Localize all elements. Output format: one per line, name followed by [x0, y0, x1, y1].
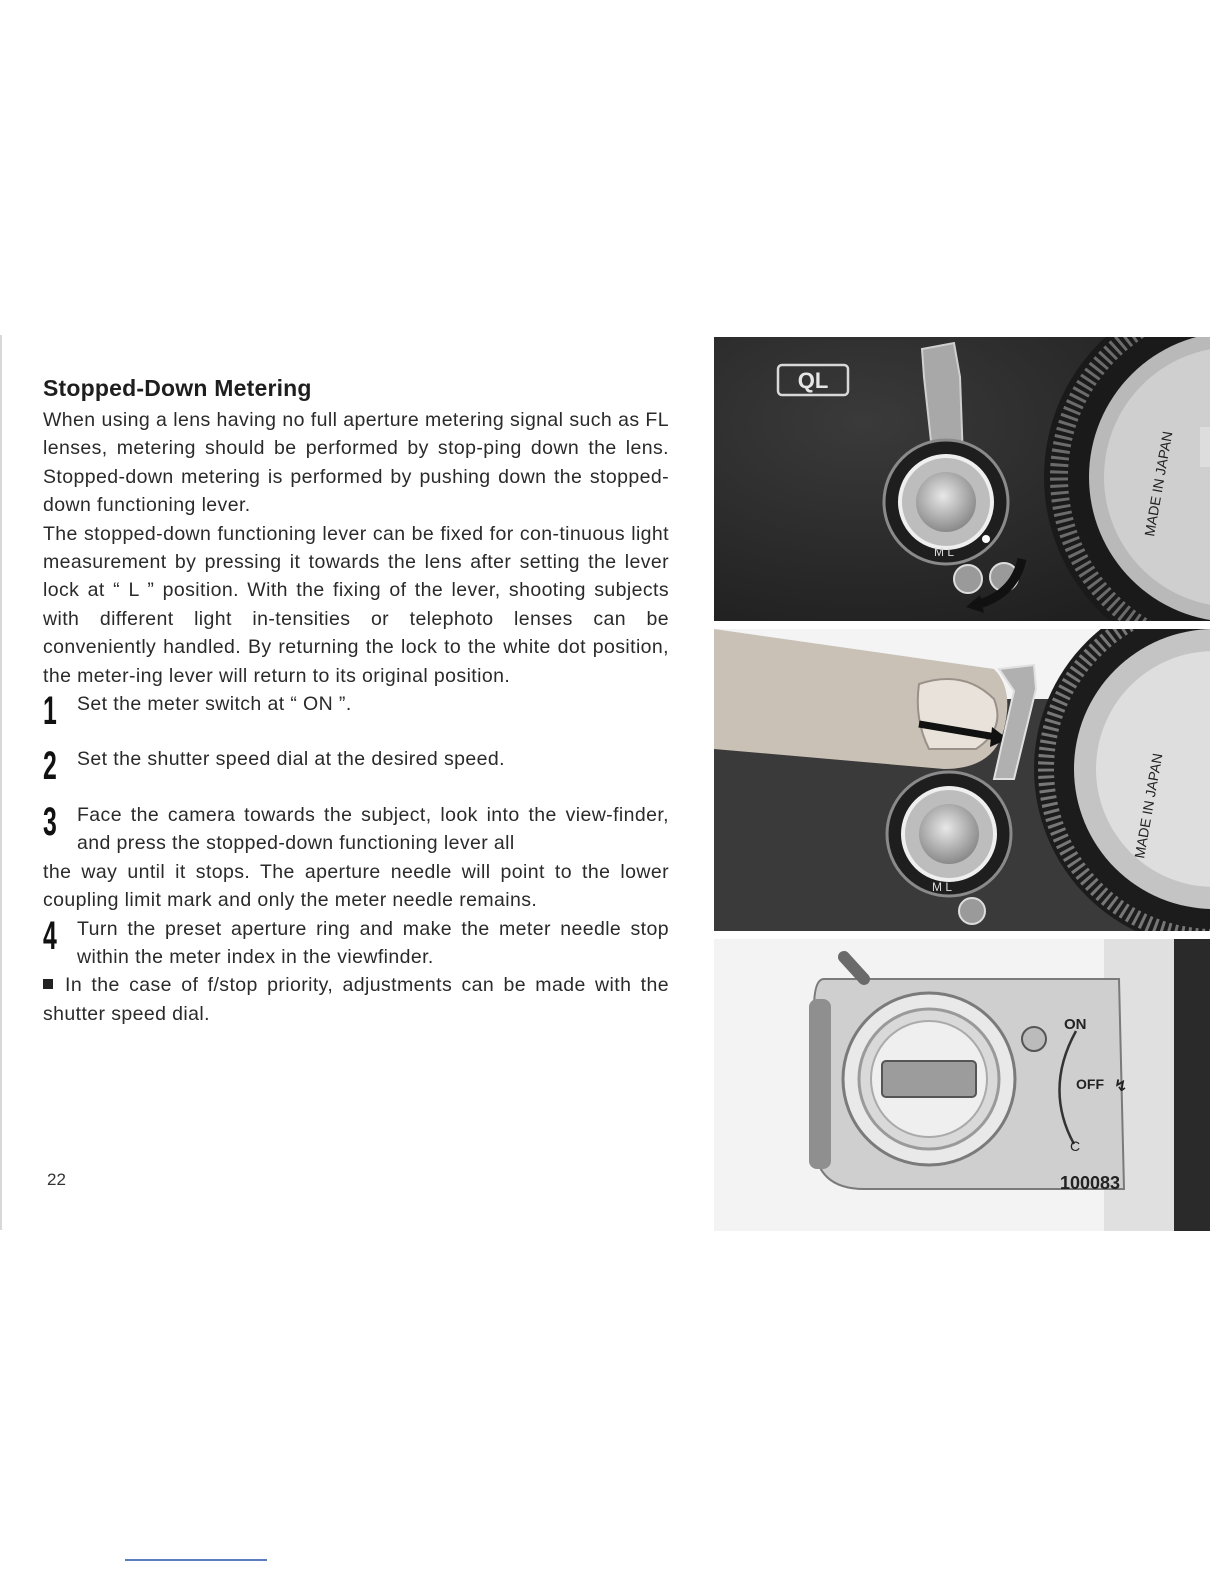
step-3: [43, 801, 669, 915]
page-number: 22: [47, 1170, 66, 1189]
square-bullet-icon: [43, 979, 53, 989]
intro-paragraph-2: The stopped-down functioning lever can be fixed for con-tinuous light measurement by pressing it towards the lens after setting the lever lock at “ L ” position. With the fixing of the lever, shooting subjects with different light in-tensities or telephoto lenses can be conveniently handled. By returning the lock to the white dot position, the meter-ing lever will return to its original position.: [43, 522, 669, 687]
lock-marks: M L: [932, 880, 953, 894]
intro-paragraph-1: When using a lens having no full aperture metering signal such as FL lenses, metering should be performed by stop-ping down the lens. Stopped-down metering is performed by pushing down the stopped-down functioning lever.: [43, 409, 669, 517]
step-number: 3: [43, 799, 57, 844]
step-1: [43, 689, 669, 734]
step-text-continued: the way until it stops. The aperture needle will point to the lower coupling limit mark and only the meter needle remains.: [43, 860, 669, 912]
photo-column: [714, 337, 1210, 1231]
camera-lever-photo: [714, 337, 1210, 621]
switch-label-on: ON: [1064, 1016, 1087, 1033]
photo-lever-lock: [714, 337, 1210, 621]
bottom-rule: [125, 1559, 267, 1561]
finger-press-photo: [714, 629, 1210, 931]
step-text: Set the shutter speed dial at the desired speed.: [77, 748, 505, 771]
photo-finger-lever: [714, 629, 1210, 931]
text-column: [43, 372, 669, 1028]
switch-knob: [882, 1061, 976, 1097]
note-text: In the case of f/stop priority, adjustments can be made with the shutter speed dial.: [43, 974, 669, 1025]
step-number: 4: [43, 913, 57, 958]
step-4: [43, 915, 669, 972]
white-dot: [982, 535, 990, 543]
meter-switch-photo: [714, 939, 1210, 1231]
note-item: [43, 971, 669, 1028]
page-title: Stopped-Down Metering: [43, 375, 312, 401]
page-edge: [0, 335, 2, 1230]
step-number: 2: [43, 744, 57, 789]
lens-engraving: MADE IN JAPAN: [1131, 752, 1166, 860]
battery-check-icon: ↯: [1114, 1076, 1128, 1095]
lens-engraving: MADE IN JAPAN: [1141, 430, 1176, 538]
step-2: [43, 744, 669, 789]
step-text: Set the meter switch at “ ON ”.: [77, 693, 352, 716]
step-text: Face the camera towards the subject, look into the view-finder, and press the stopped-down functioning lever all: [77, 803, 669, 855]
lock-marks: M L: [934, 545, 955, 559]
photo-meter-switch: [714, 939, 1210, 1231]
step-number: 1: [43, 689, 57, 734]
switch-label-off: OFF: [1076, 1076, 1104, 1092]
step-text: Turn the preset aperture ring and make the meter needle stop within the meter index in the viewfinder.: [77, 917, 669, 968]
serial-number: 100083: [1060, 1173, 1121, 1193]
switch-label-c: C: [1070, 1138, 1081, 1154]
ql-badge: QL: [797, 368, 829, 393]
